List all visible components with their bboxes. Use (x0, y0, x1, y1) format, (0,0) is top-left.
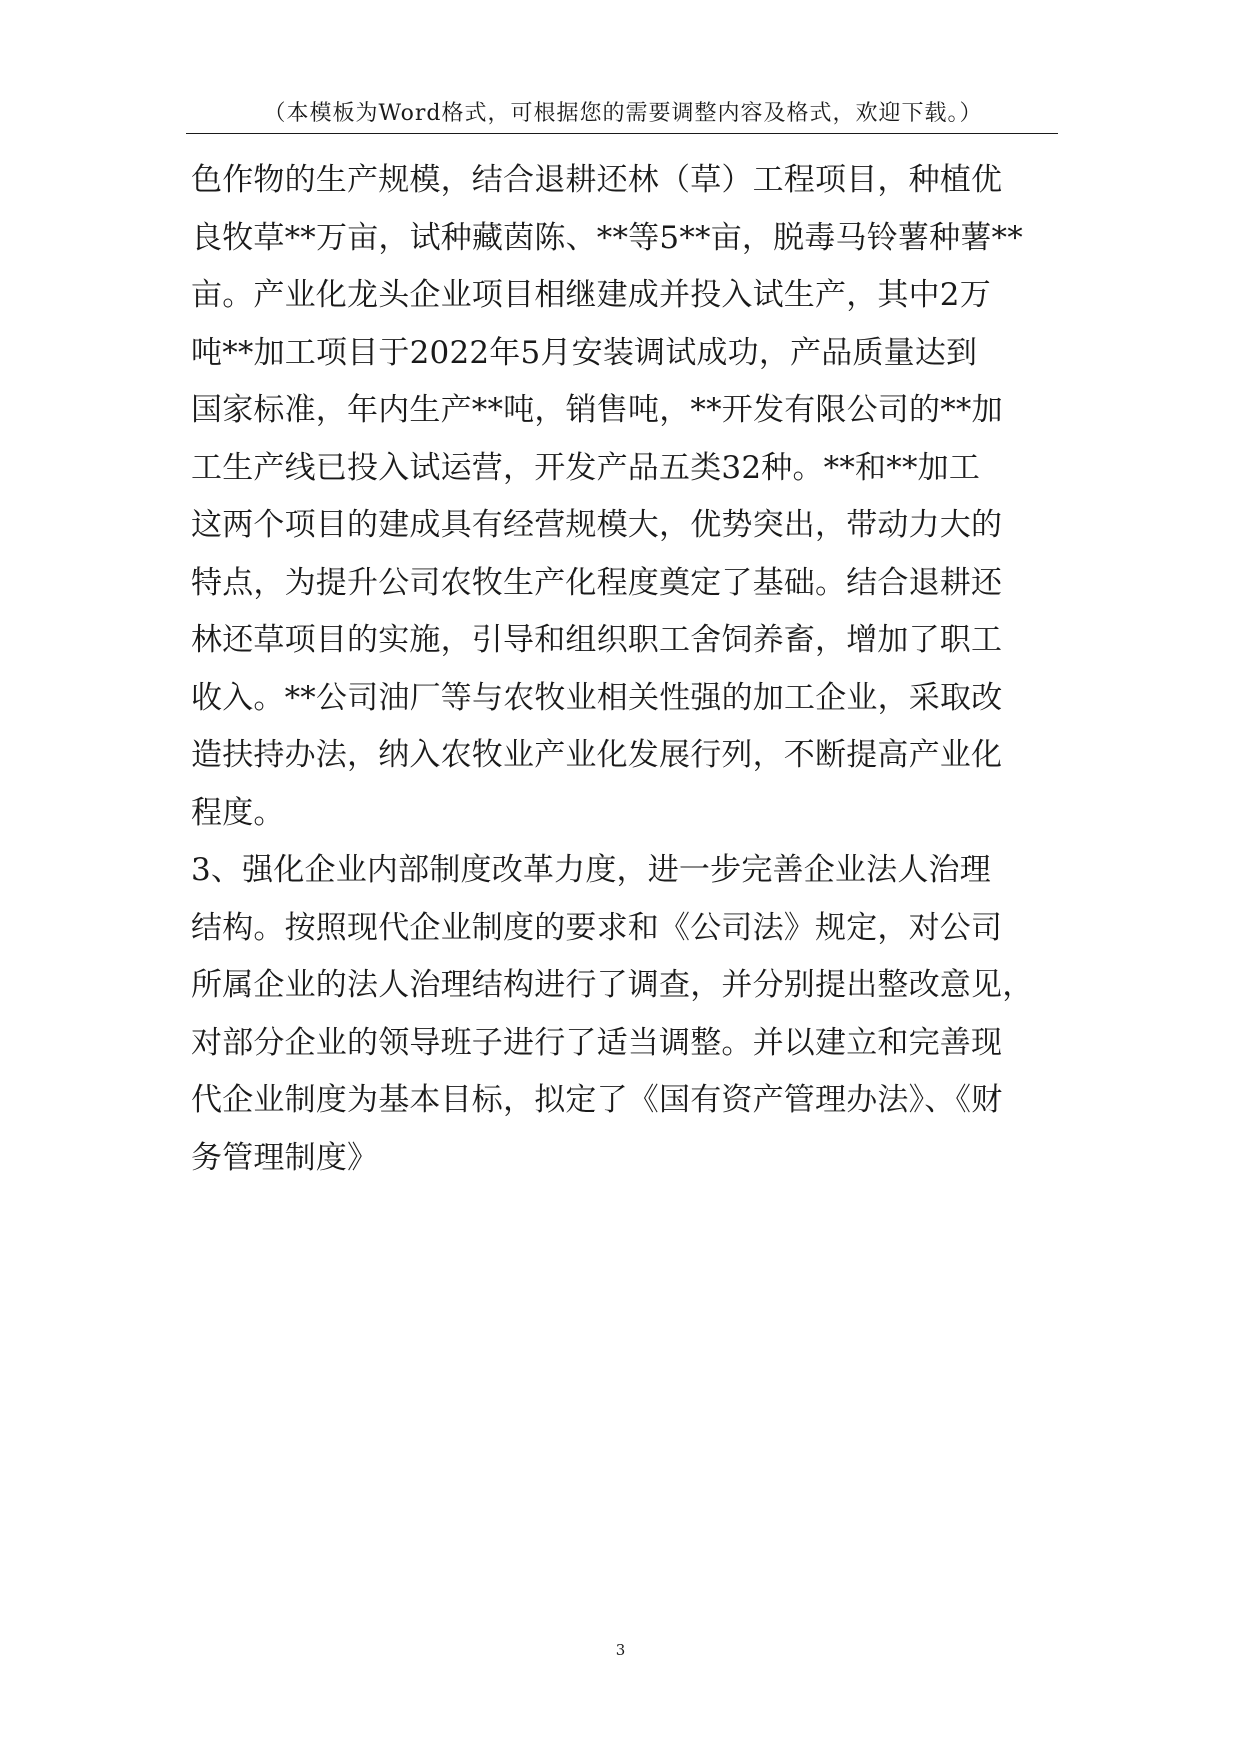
header-note: （本模板为Word格式，可根据您的需要调整内容及格式，欢迎下载。） (263, 101, 983, 126)
body-line: 收入。**公司油厂等与农牧业相关性强的加工企业，采取改 (191, 679, 1003, 716)
body-line: 特点，为提升公司农牧生产化程度奠定了基础。结合退耕还 (191, 564, 1003, 601)
body-line: 务管理制度》 (191, 1139, 379, 1176)
body-line: 这两个项目的建成具有经营规模大，优势突出，带动力大的 (191, 507, 1003, 543)
document-body (191, 152, 1071, 1187)
body-line: 代企业制度为基本目标，拟定了《国有资产管理办法》、《财 (191, 1082, 1003, 1118)
body-line: 亩。产业化龙头企业项目相继建成并投入试生产，其中2万 (191, 277, 991, 313)
body-line: 造扶持办法，纳入农牧业产业化发展行列，不断提高产业化 (191, 737, 1003, 773)
body-line: 工生产线已投入试运营，开发产品五类32种。**和**加工 (191, 449, 981, 486)
body-line: 程度。 (191, 794, 285, 831)
body-line: 吨**加工项目于2022年5月安装调试成功，产品质量达到 (191, 334, 978, 371)
body-line: 结构。按照现代企业制度的要求和《公司法》规定，对公司 (191, 909, 1003, 946)
body-line: 林还草项目的实施，引导和组织职工舍饲养畜，增加了职工 (191, 622, 1003, 658)
body-line: 国家标准，年内生产**吨，销售吨，**开发有限公司的**加 (191, 392, 1003, 428)
header-divider (186, 133, 1058, 134)
body-line: 所属企业的法人治理结构进行了调查，并分别提出整改意见， (191, 967, 1034, 1003)
body-line: 3、强化企业内部制度改革力度，进一步完善企业法人治理 (191, 852, 991, 888)
body-line: 良牧草**万亩，试种藏茵陈、**等5**亩，脱毒马铃薯种薯** (191, 219, 1023, 256)
body-line: 色作物的生产规模，结合退耕还林（草）工程项目，种植优 (191, 162, 1003, 198)
body-line: 对部分企业的领导班子进行了适当调整。并以建立和完善现 (191, 1024, 1003, 1061)
page-number: 3 (615, 1641, 626, 1659)
